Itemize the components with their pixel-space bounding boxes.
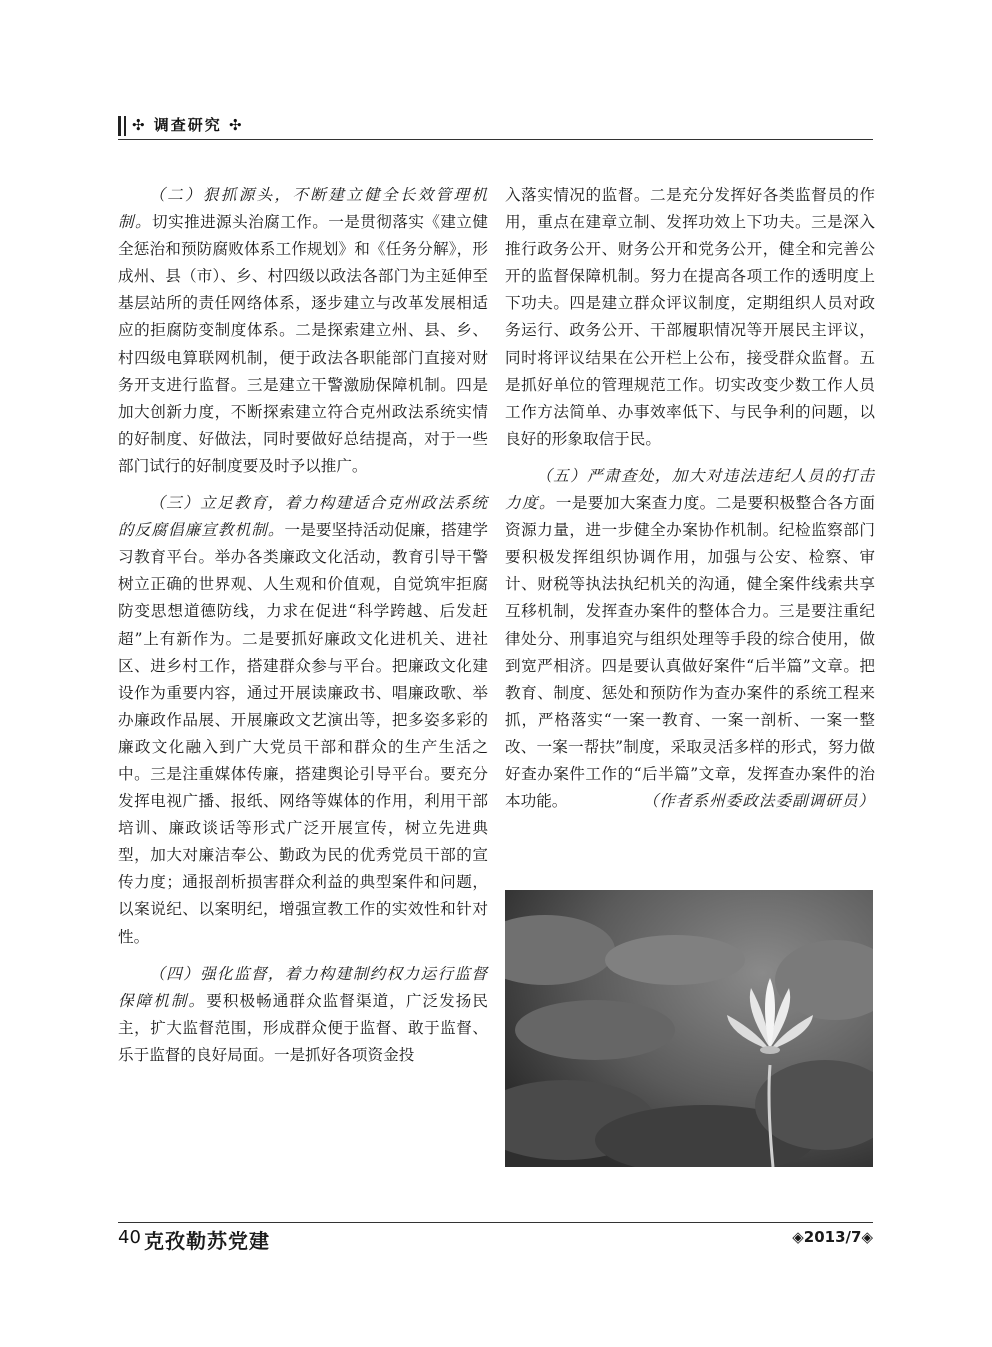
paragraph-lead: （四）强化监督，着力构建制约权力运行监督保障机制。: [118, 964, 488, 1010]
paragraph: [118, 961, 488, 1069]
footer-rule: [118, 1222, 873, 1223]
paragraph-body: 要积极畅通群众监督渠道，广泛发扬民主，扩大监督范围，形成群众便于监督、敢于监督、乐于监督的良好局面。一是抓好各项资金投: [118, 991, 488, 1064]
header-rule: [118, 139, 873, 140]
lotus-photo: [505, 890, 873, 1167]
page-header: [118, 110, 873, 140]
paragraph: [118, 182, 488, 480]
header-bars-icon: [118, 116, 126, 136]
magazine-title: 克孜勒苏党建: [144, 1229, 270, 1253]
paragraph: [118, 490, 488, 951]
paragraph-body: 切实推进源头治腐工作。一是贯彻落实《建立健全惩治和预防腐败体系工作规划》和《任务分解》，形成州、县（市）、乡、村四级以政法各部门为主延伸至基层站所的责任网络体系，逐步建立与改革发展相适应的拒腐防变制度体系。二是探索建立州、县、乡、村四级电算联网机制，便于政法各职能部门直接对财务开支进行监督。三是建立干警激励保障机制。四是加大创新力度，不断探索建立符合克州政法系统实情的好制度、好做法，同时要做好总结提高，对于一些部门试行的好制度要及时予以推广。: [118, 213, 488, 475]
lotus-flower-icon: [505, 890, 873, 1167]
right-column: [505, 182, 875, 815]
paragraph: [505, 463, 875, 815]
issue-date: ◈2013/7◈: [792, 1228, 873, 1246]
author-byline: （作者系州委政法委副调研员）: [642, 792, 875, 811]
left-column: [118, 182, 488, 1069]
paragraph-lead: （二）狠抓源头，不断建立健全长效管理机制。: [118, 186, 488, 232]
page-number: 40: [118, 1227, 141, 1248]
paragraph-continued: 入落实情况的监督。二是充分发挥好各类监督员的作用，重点在建章立制、发挥功效上下功夫。三是深入推行政务公开、财务公开和党务公开，健全和完善公开的监督保障机制。努力在提高各项工作的透明度上下功夫。四是建立群众评议制度，定期组织人员对政务运行、政务公开、干部履职情况等开展民主评议，同时将评议结果在公开栏上公布，接受群众监督。五是抓好单位的管理规范工作。切实改变少数工作人员工作方法简单、办事效率低下、与民争利的问题，以良好的形象取信于民。: [505, 186, 875, 448]
paragraph-lead: （五）严肃查处，加大对违法违纪人员的打击力度。: [505, 466, 875, 513]
section-title: ✣ 调查研究 ✣: [132, 116, 244, 134]
paragraph-lead: （三）立足教育，着力构建适合克州政法系统的反腐倡廉宣教机制。: [118, 494, 488, 540]
paragraph-body: 一是要加大案查力度。二是要积极整合各方面资源力量，进一步健全办案协作机制。纪检监察部门要积极发挥组织协调作用，加强与公安、检察、审计、财税等执法执纪机关的沟通，健全案件线索共享互移机制，发挥查办案件的整体合力。三是要注重纪律处分、刑事追究与组织处理等手段的综合使用，做到宽严相济。四是要认真做好案件“后半篇”文章。把教育、制度、惩处和预防作为查办案件的系统工程来抓，严格落实“一案一教育、一案一剖析、一案一整改、一案一帮扶”制度，采取灵活多样的形式，努力做好查办案件工作的“后半篇”文章，发挥查办案件的治本功能。: [505, 494, 875, 811]
paragraph-body: 一是要坚持活动促廉，搭建学习教育平台。举办各类廉政文化活动，教育引导干警树立正确的世界观、人生观和价值观，自觉筑牢拒腐防变思想道德防线，力求在促进“科学跨越、后发赶超”上有新作为。二是要抓好廉政文化进机关、进社区、进乡村工作，搭建群众参与平台。把廉政文化建设作为重要内容，通过开展读廉政书、唱廉政歌、举办廉政作品展、开展廉政文艺演出等，把多姿多彩的廉政文化融入到广大党员干部和群众的生产生活之中。三是注重媒体传廉，搭建舆论引导平台。要充分发挥电视广播、报纸、网络等媒体的作用，利用干部培训、廉政谈话等形式广泛开展宣传，树立先进典型，加大对廉洁奉公、勤政为民的优秀党员干部的宣传力度；通报剖析损害群众利益的典型案件和问题，以案说纪、以案明纪，增强宣教工作的实效性和针对性。: [118, 521, 488, 946]
page-footer: [118, 1222, 873, 1252]
